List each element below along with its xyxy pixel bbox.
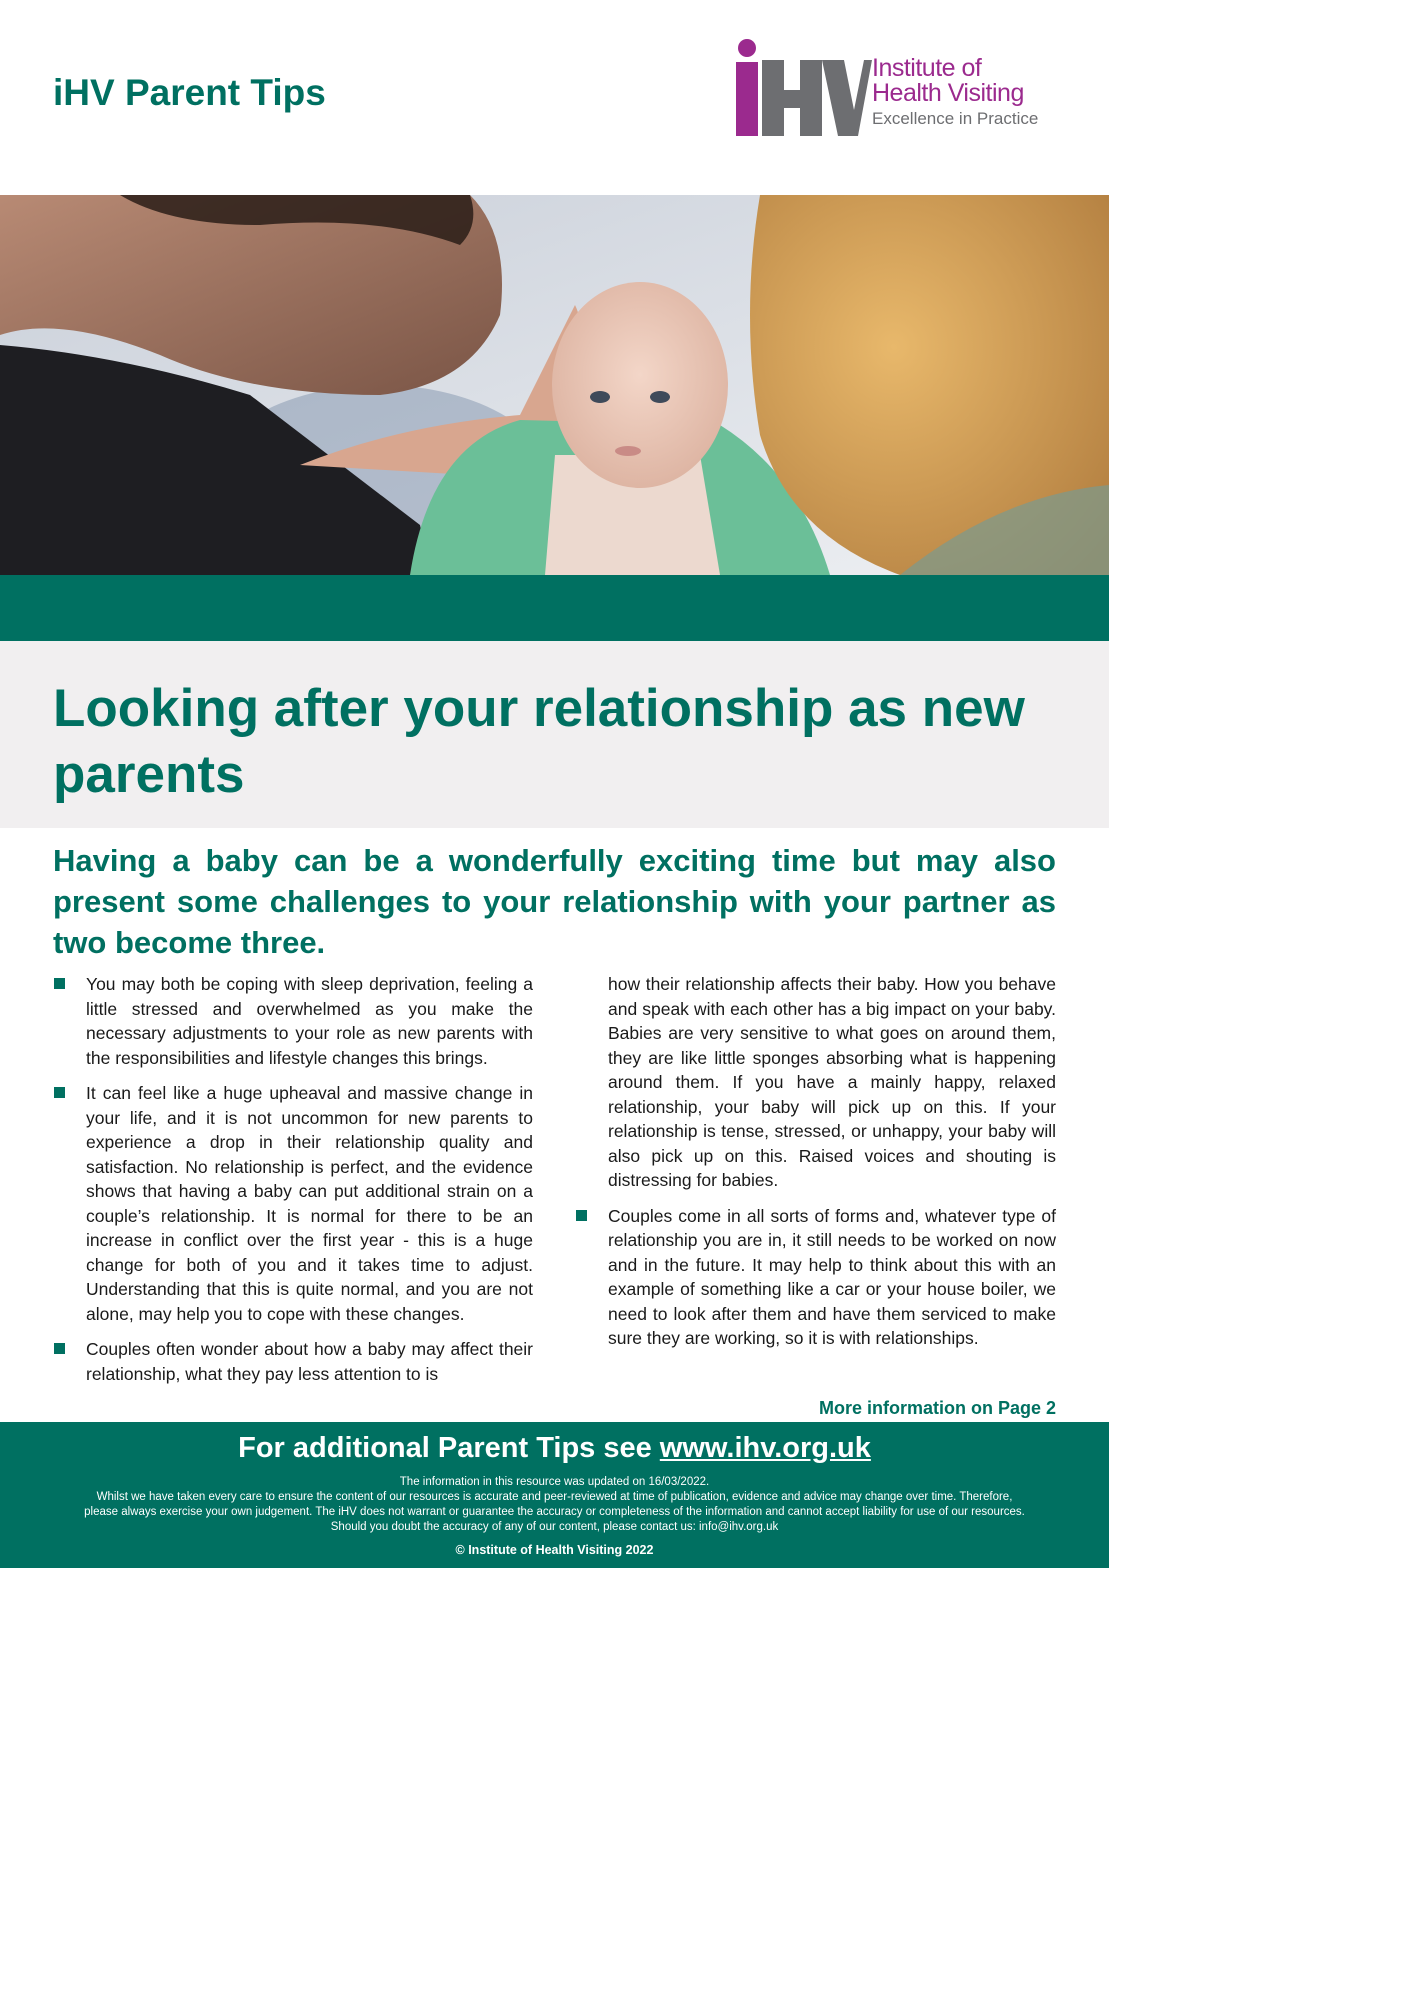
bullet-square-icon	[54, 1087, 65, 1098]
page-title: Looking after your relationship as new parents	[53, 679, 1025, 804]
list-item-text: Couples often wonder about how a baby may affect their relationship, what they pay less attention to is	[86, 1339, 533, 1384]
list-item-continuation: how their relationship affects their baby. How you behave and speak with each other has a big impact on your baby. Babies are very sensitive to what goes on around them, they are like little sponges absorbing what is happening around them. If you have a mainly happy, relaxed relationship, your baby will pick up on this. If your relationship is tense, stressed, or unhappy, your baby will also pick up on this. Raised voices and shouting is distressing for babies.	[608, 974, 1056, 1190]
footer-disclaimer: The information in this resource was updated on 16/03/2022. Whilst we have taken every care to ensure the content of our resources is accurate and peer-reviewed at time of publication, evidence and advice may change over time. Therefore, please always exercise your own judgement. The iHV does not warrant or guarantee the accuracy or completeness of the information and cannot accept liability for use of our resources. Should you doubt the accuracy of any of our content, please contact us: info@ihv.org.uk	[40, 1475, 1069, 1535]
ihv-logo	[732, 38, 1052, 142]
more-info-link[interactable]: More information on Page 2	[818, 1398, 1056, 1418]
list-item-text: It can feel like a huge upheaval and massive change in your life, and it is not uncommon for new parents to experience a drop in their relationship quality and satisfaction. No relationship is perfect, and the evidence shows that having a baby can put additional strain on a couple’s relationship. It is normal for there to be an increase in conflict over the first year - this is a huge change for both of you and it takes time to adjust. Understanding that this is quite normal, and you are not alone, may help you to cope with these changes.	[86, 1083, 533, 1324]
list-item	[575, 1204, 1056, 1351]
logo-text: Institute of Health Visiting Excellence in Practice	[872, 54, 1039, 128]
footer-headline: For additional Parent Tips see www.ihv.org.uk	[238, 1432, 871, 1464]
right-column	[575, 972, 1056, 1362]
green-divider-band	[0, 575, 1109, 641]
list-item	[53, 1081, 533, 1326]
bullet-square-icon	[54, 1343, 65, 1354]
parents-with-baby-photo	[0, 195, 1109, 575]
list-item	[53, 1337, 533, 1386]
page-header	[0, 0, 1109, 195]
lead-paragraph: Having a baby can be a wonderfully exciting time but may also present some challenges to your relationship with your partner as two become three.	[53, 843, 1056, 960]
list-item	[53, 972, 533, 1070]
left-column	[53, 972, 533, 1397]
bullet-square-icon	[54, 978, 65, 989]
website-link[interactable]: www.ihv.org.uk	[659, 1432, 871, 1464]
list-item-text: You may both be coping with sleep deprivation, feeling a little stressed and overwhelmed as you make the necessary adjustments to your role as new parents with the responsibilities and lifestyle changes this brings.	[86, 974, 533, 1068]
ihv-logo-mark	[732, 38, 872, 138]
bullet-square-icon	[576, 1210, 587, 1221]
list-item-text: Couples come in all sorts of forms and, whatever type of relationship you are in, it still needs to be worked on now and in the future. It may help to think about this with an example of something like a car or your house boiler, we need to look after them and have them serviced to make sure they are working, so it is with relationships.	[608, 1205, 1056, 1348]
contact-line: Should you doubt the accuracy of any of our content, please contact us: info@ihv.org.uk	[330, 1521, 779, 1533]
copyright: © Institute of Health Visiting 2022	[455, 1543, 654, 1557]
hero-photo	[0, 195, 1109, 575]
header-title: iHV Parent Tips	[53, 72, 326, 113]
